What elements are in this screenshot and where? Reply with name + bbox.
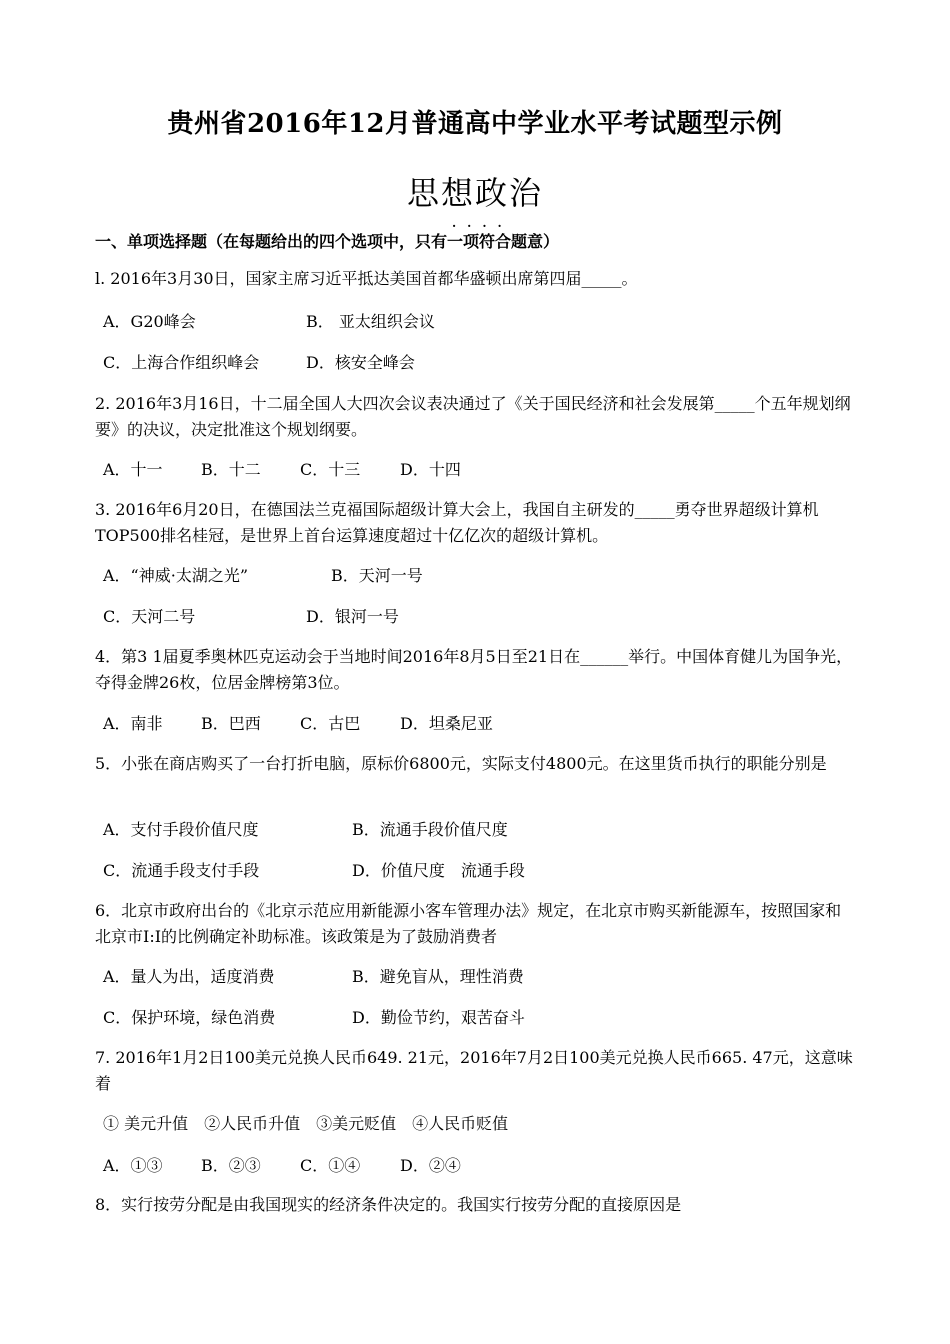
question-3-stem: 3. 2016年6月20日，在德国法兰克福国际超级计算大会上，我国自主研发的_____勇夺世界超级计算机TOP500排名桂冠，是世界上首台运算速度超过十亿亿次的超级计算机。	[95, 500, 819, 545]
question-2-stem: 2. 2016年3月16日，十二届全国人大四次会议表决通过了《关于国民经济和社会发展第_____个五年规划纲要》的决议，决定批准这个规划纲要。	[95, 394, 851, 439]
question-1-option-a: A．G20峰会	[103, 312, 196, 331]
question-6-option-b: B．避免盲从，理性消费	[352, 967, 524, 986]
question-6-option-d: D．勤俭节约，艰苦奋斗	[352, 1008, 525, 1027]
question-6-option-c: C．保护环境，绿色消费	[103, 1008, 276, 1027]
question-6-stem: 6．北京市政府出台的《北京示范应用新能源小客车管理办法》规定，在北京市购买新能源车，按照国家和北京市I:I的比例确定补助标准。该政策是为了鼓励消费者	[95, 901, 842, 946]
question-7-option-c: C．①④	[300, 1156, 361, 1175]
question-3-option-c: C．天河二号	[103, 607, 196, 626]
question-4-option-d: D．坦桑尼亚	[400, 714, 493, 733]
question-5-option-d: D．价值尺度 流通手段	[352, 861, 525, 880]
question-1-stem: l. 2016年3月30日，国家主席习近平抵达美国首都华盛顿出席第四届_____。	[95, 269, 638, 288]
question-5-option-b: B．流通手段价值尺度	[352, 820, 508, 839]
question-1-option-b: B． 亚太组织会议	[306, 312, 435, 331]
emphasis-dots: ....	[452, 216, 513, 230]
subject-title: 思想政治	[406, 174, 543, 212]
question-7-stem: 7. 2016年1月2日100美元兑换人民币649. 21元，2016年7月2日100美元兑换人民币665. 47元，这意味着	[95, 1048, 853, 1093]
question-5-option-a: A．支付手段价值尺度	[103, 820, 259, 839]
question-3-option-b: B．天河一号	[331, 566, 423, 585]
question-4-option-a: A．南非	[103, 714, 163, 733]
question-2-option-a: A．十一	[103, 460, 163, 479]
question-6-option-a: A．量人为出，适度消费	[103, 967, 275, 986]
question-4-stem: 4．第3 1届夏季奥林匹克运动会于当地时间2016年8月5日至21日在______举行。中国体育健儿为国争光，夺得金牌26枚，位居金牌榜第3位。	[95, 647, 853, 692]
question-3-option-d: D．银河一号	[306, 607, 399, 626]
question-1-option-d: D．核安全峰会	[306, 353, 415, 372]
question-8-stem: 8．实行按劳分配是由我国现实的经济条件决定的。我国实行按劳分配的直接原因是	[95, 1195, 682, 1214]
question-2-option-b: B．十二	[201, 460, 261, 479]
question-2-option-c: C．十三	[300, 460, 361, 479]
question-7-statements: ① 美元升值 ②人民币升值 ③美元贬值 ④人民币贬值	[103, 1114, 509, 1133]
document-title: 贵州省2016年12月普通高中学业水平考试题型示例	[167, 109, 783, 139]
question-5-stem: 5．小张在商店购买了一台打折电脑，原标价6800元，实际支付4800元。在这里货币执行的职能分别是	[95, 754, 827, 773]
section-heading: 一、单项选择题（在每题给出的四个选项中，只有一项符合题意）	[95, 232, 560, 251]
question-5-option-c: C．流通手段支付手段	[103, 861, 260, 880]
question-4-option-c: C．古巴	[300, 714, 361, 733]
question-1-option-c: C．上海合作组织峰会	[103, 353, 260, 372]
question-3-option-a: A．“神威·太湖之光”	[103, 566, 249, 585]
question-7-option-d: D．②④	[400, 1156, 461, 1175]
question-4-option-b: B．巴西	[201, 714, 261, 733]
question-7-option-a: A．①③	[103, 1156, 163, 1175]
question-2-option-d: D．十四	[400, 460, 461, 479]
question-7-option-b: B．②③	[201, 1156, 261, 1175]
